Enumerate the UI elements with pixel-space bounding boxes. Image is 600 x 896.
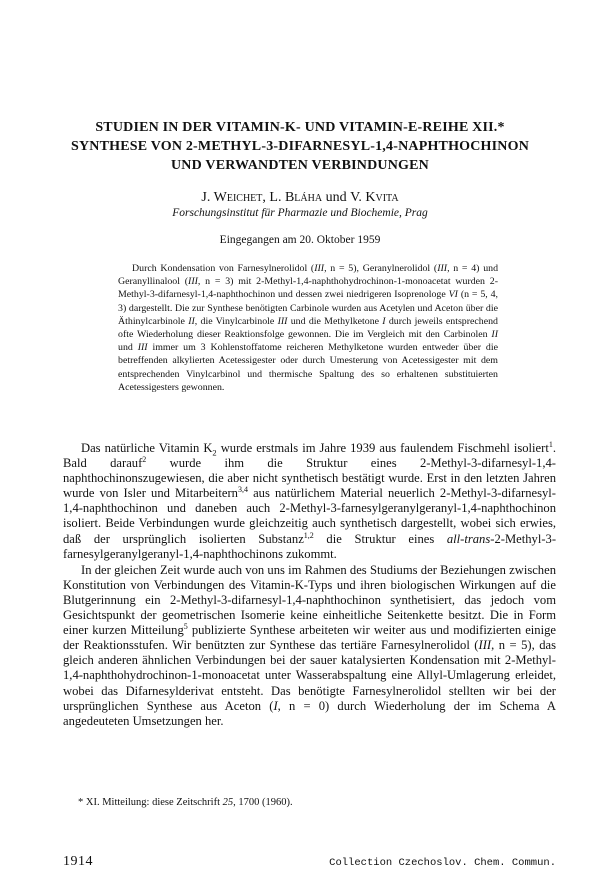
abstract-text: Durch Kondensation von Farnesylnerolidol ( xyxy=(132,263,315,274)
text-run: In der gleichen Zeit wurde auch von uns im Rahmen des Studiums der Beziehungen zwischen Konstitution von Verbindungen des Vitamin-K-Typs und ihren biologischen Wirkungen auf die Blutgerinnung ein 2-Methyl-3-difarnesyl-1,4-naphthochinon synthetisiert, das jedoch vom Gesichtspunkt der geometrischen Isomerie keine einheitliche Seitenkette besitzt. Die in Form einer kurzen Mitteilung xyxy=(63,562,556,638)
text-run: -2-Methyl-3-farnesylgeranylgeranyl-1,4-naphthochinons zukommt. xyxy=(63,531,557,561)
title-line-3: UND VERWANDTEN VERBINDUNGEN xyxy=(171,158,429,173)
compound-ref: III xyxy=(188,276,198,288)
page-number: 1914 xyxy=(63,854,93,869)
abstract-text: (n = 5, 4, 3) dargestellt. Die zur Synthese benötigten Carbinole wurden aus Acetylen und Aceton über die Äthinylcarbinole xyxy=(118,289,499,327)
author-name: V. Kvita xyxy=(350,190,399,205)
author-separator: und xyxy=(322,190,351,205)
text-run: aus natürlichem Material neuerlich 2-Methyl-3-difarnesyl-1,4-naphthochinon und daneben auch 2-Methyl-3-farnesylgeranylgeranyl-1,4-naphthochinon isoliert. Beide Verbindungen wurde gleichzeitig auch synthetisch dargestellt, wobei sich erwies, daß der ursprünglich isolierten Substanz xyxy=(63,486,556,546)
footnote-text: , 1700 (1960). xyxy=(233,797,293,808)
abstract xyxy=(118,262,498,394)
title-line-1: STUDIEN IN DER VITAMIN-K- UND VITAMIN-E-REIHE XII.* xyxy=(95,120,505,135)
abstract-text: , n = 4) und Geranyllinalool ( xyxy=(118,263,499,288)
text-run: wurde erstmals im Jahre 1939 aus faulendem Fischmehl isoliert xyxy=(216,441,549,455)
reference-marker: 3,4 xyxy=(237,485,248,495)
author-name: L. Bláha xyxy=(269,190,323,205)
compound-ref: III xyxy=(137,342,148,354)
compound-ref: III xyxy=(478,638,492,653)
reference-marker: 1 xyxy=(548,439,553,449)
compound-ref: II xyxy=(491,329,498,341)
compound-ref: III xyxy=(277,315,288,327)
reference-marker: 5 xyxy=(183,621,188,631)
received-date: Eingegangen am 20. Oktober 1959 xyxy=(219,234,381,246)
text-run: , n = 0) durch Wiederholung der im Schema A angedeuteten Umsetzungen her. xyxy=(63,698,557,728)
abstract-text: , die Vinylcarbinole xyxy=(194,315,278,327)
compound-ref: III xyxy=(437,263,448,274)
compound-ref: I xyxy=(382,315,386,327)
text-run: publizierte Synthese arbeiteten wir weiter aus und modifizierten einige der Reaktionsstufen. Wir benützten zur Synthese das tertiäre Farnesylnerolidol ( xyxy=(63,623,556,653)
text-run: , n = 5), das gleich anderen ähnlichen Verbindungen bei der sauer katalysierten Kondensation mit 2-Methyl-1,4-naphthohydrochinon-1-monoacetat unter Wasserabspaltung eine Allyl-Umlagerung erleidet, wobei das Difarnesylderivat entsteht. Das benötigte Farnesylnerolidol stellten wir bei der ursprünglichen Synthese aus Aceton ( xyxy=(63,638,556,713)
text-run: die Struktur eines xyxy=(313,531,447,546)
footnote xyxy=(78,797,558,808)
compound-ref: III xyxy=(314,263,325,274)
abstract-text: , n = 3) mit 2-Methyl-1,4-naphthohydrochinon-1-monoacetat wurden 2-Methyl-3-difarnesyl-1,4-naphthochinon und dessen zwei niedrigeren Isoprenologe xyxy=(118,276,499,301)
text-run: Das natürliche Vitamin K xyxy=(81,441,213,455)
abstract-text: , n = 5), Geranylnerolidol ( xyxy=(324,263,438,274)
body-text xyxy=(63,441,556,729)
subscript: 2 xyxy=(212,447,217,458)
paragraph xyxy=(63,563,556,729)
footnote-text: * XI. Mitteilung: diese Zeitschrift xyxy=(78,797,223,808)
text-run: . Bald darauf xyxy=(63,441,556,471)
volume-number: 25 xyxy=(222,797,234,808)
title-line-2: SYNTHESE VON 2-METHYL-3-DIFARNESYL-1,4-NAPHTHOCHINON xyxy=(70,139,530,154)
text-run: wurde ihm die Struktur eines 2-Methyl-3-difarnesyl-1,4-naphthochinonszugewiesen, die aber nicht synthetisch bestätigt wurde. Erst in den letzten Jahren wurde von Isler und Mitarbeitern xyxy=(63,456,556,501)
author-list xyxy=(30,189,570,206)
author-separator: , xyxy=(262,190,270,205)
compound-ref: VI xyxy=(448,289,458,301)
compound-ref: II xyxy=(188,315,195,327)
author-name: J. Weichet xyxy=(201,190,263,205)
abstract-text: immer um 3 Kohlenstoffatome reicheren Methylketone wurden entweder über die betreffenden alkylierten Acetessigester oder durch Umesterung von Acetessigester mit dem entsprechenden Vinylcarbinol und thermische Spaltung des so erhaltenen substituierten Acetessigesters gewonnen. xyxy=(118,342,498,393)
abstract-text: durch jeweils entsprechend ofte Wiederholung dieser Reaktionsfolge gewonnen. Die im Vergleich mit den Carbinolen xyxy=(118,315,498,341)
abstract-text: und die Methylketone xyxy=(287,315,383,327)
paragraph xyxy=(63,441,556,562)
reference-marker: 1,2 xyxy=(303,530,314,540)
reference-marker: 2 xyxy=(142,454,147,464)
abstract-text: und xyxy=(118,342,138,354)
italic-term: all-trans xyxy=(446,531,491,546)
affiliation: Forschungsinstitut für Pharmazie und Biochemie, Prag xyxy=(172,207,428,219)
journal-name: Collection Czechoslov. Chem. Commun. xyxy=(329,857,556,869)
article-title xyxy=(30,118,570,175)
compound-ref: I xyxy=(273,698,278,713)
